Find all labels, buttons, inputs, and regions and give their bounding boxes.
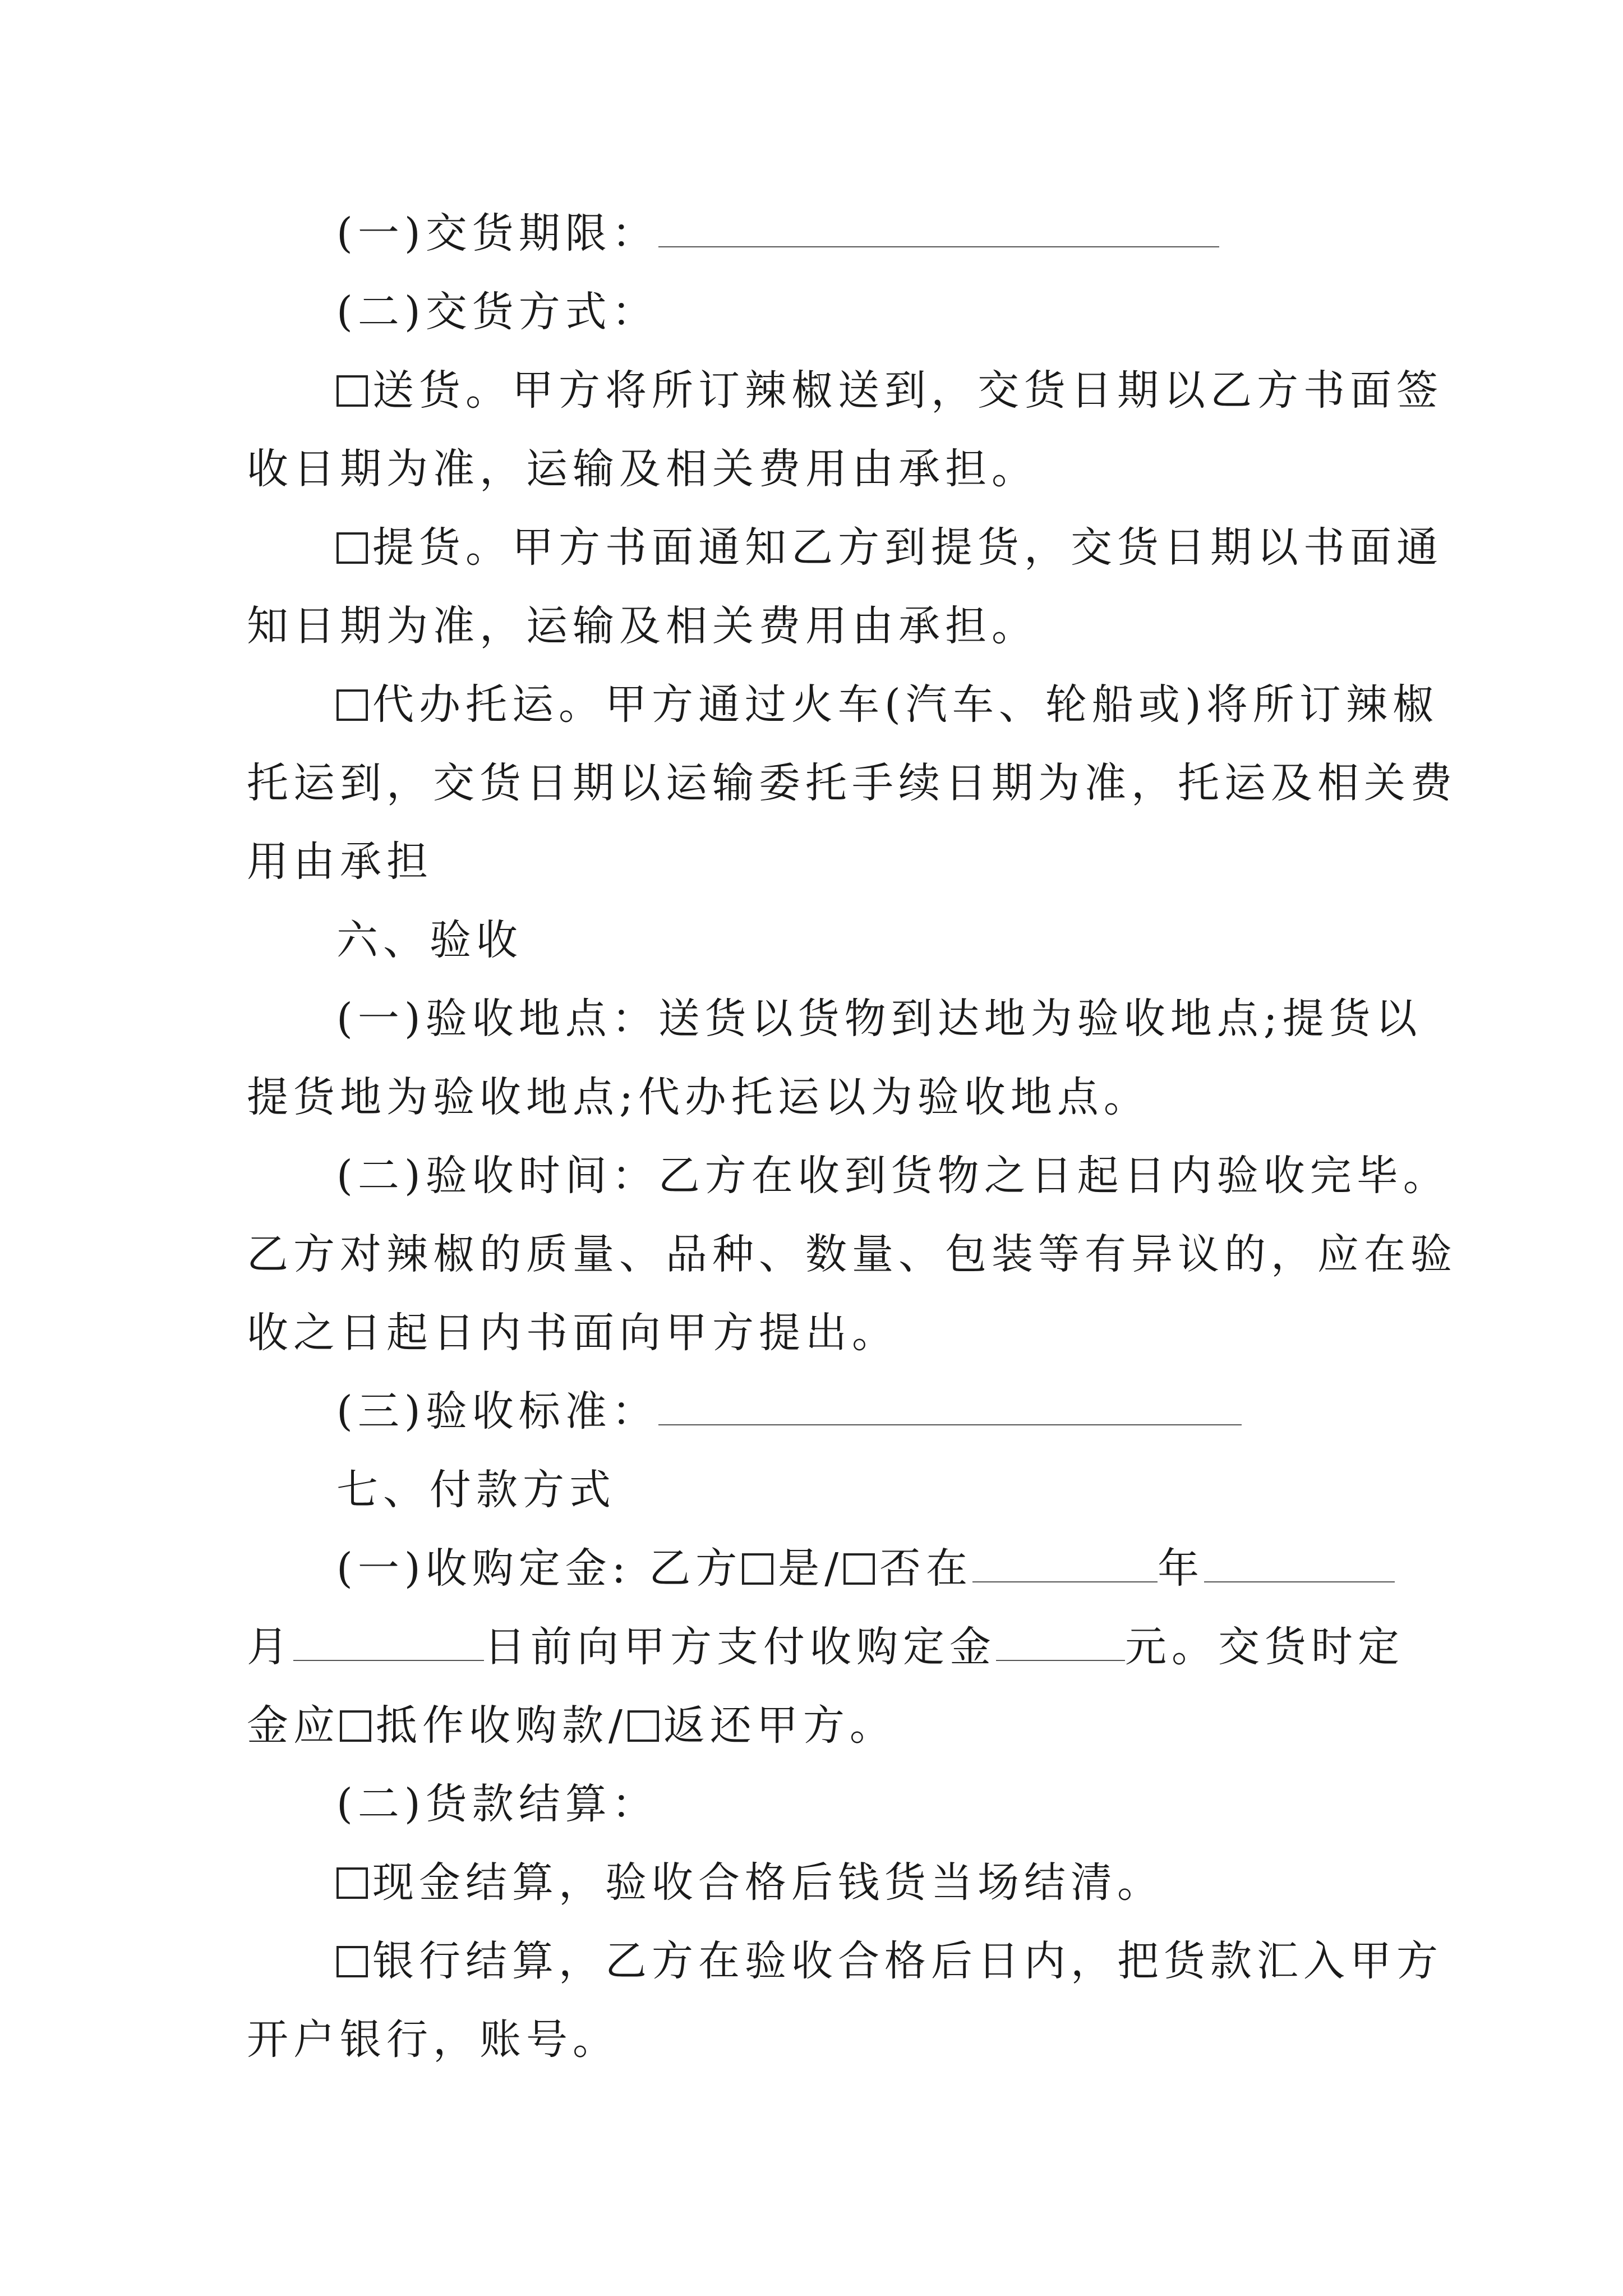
deposit-text-g: 抵作收购款/ [376,1701,628,1750]
option-pickup-text-1: 提货。甲方书面通知乙方到提货，交货日期以书面通 [372,523,1443,572]
accept-standard-blank[interactable] [658,1385,1242,1425]
delivery-period-line [336,205,1219,261]
deposit-text-e: 元。交货时定 [1125,1623,1404,1671]
deposit-year-label: 年 [1158,1544,1205,1593]
deposit-month-blank[interactable] [1204,1542,1395,1582]
deposit-month-label: 月 [247,1623,293,1671]
deposit-offset-checkbox[interactable] [340,1710,371,1742]
bank-settlement-line-1 [336,1933,1443,1989]
delivery-period-blank[interactable] [658,207,1219,247]
bank-settlement-text-1: 银行结算，乙方在验收合格后日内，把货款汇入甲方 [372,1937,1443,1985]
option-send-line-2: 收日期为准，运输及相关费用由承担。 [247,445,1038,493]
bank-checkbox[interactable] [336,1946,368,1977]
accept-standard-label: (三)验收标准： [336,1387,658,1435]
accept-time-line-2: 乙方对辣椒的质量、品种、数量、包装等有异议的，应在验 [247,1230,1457,1278]
ship-checkbox[interactable] [336,689,368,721]
accept-time-line-1: (二)验收时间：乙方在收到货物之日起日内验收完毕。 [336,1152,1450,1200]
option-ship-line-2: 托运到，交货日期以运输委托手续日期为准，托运及相关费 [247,759,1457,807]
bank-settlement-line-2: 开户银行，账号。 [247,2016,619,2064]
accept-place-line-2: 提货地为验收地点;代办托运以为验收地点。 [247,1073,1150,1121]
deposit-text-b: 是/ [778,1544,844,1593]
deposit-return-checkbox[interactable] [628,1710,659,1742]
cash-checkbox[interactable] [336,1867,368,1899]
settlement-label: (二)货款结算： [336,1780,658,1828]
section-7-title: 七、付款方式 [336,1466,616,1514]
option-pickup-line-2: 知日期为准，运输及相关费用由承担。 [247,602,1038,650]
pickup-checkbox[interactable] [336,532,368,564]
deposit-day-blank[interactable] [293,1621,484,1661]
cash-settlement-line [336,1855,1164,1911]
section-6-title: 六、验收 [336,916,523,964]
deposit-no-checkbox[interactable] [843,1553,875,1585]
deposit-line-2 [247,1619,1404,1675]
accept-time-line-3: 收之日起日内书面向甲方提出。 [247,1309,898,1357]
deposit-year-blank[interactable] [972,1542,1158,1582]
option-pickup-line-1 [336,519,1443,576]
send-checkbox[interactable] [336,375,368,407]
accept-standard-line [336,1383,1242,1439]
option-ship-line-1 [336,677,1439,733]
option-ship-line-3: 用由承担 [247,838,433,886]
deposit-text-c: 否在 [879,1544,973,1593]
option-ship-text-1: 代办托运。甲方通过火车(汽车、轮船或)将所订辣椒 [372,680,1439,729]
delivery-period-label: (一)交货期限： [336,209,658,257]
deposit-yes-checkbox[interactable] [742,1553,773,1585]
accept-place-line-1: (一)验收地点：送货以货物到达地为验收地点;提货以 [336,995,1422,1043]
deposit-text-d: 日前向甲方支付收购定金 [484,1623,996,1671]
deposit-line-3 [247,1697,896,1754]
delivery-method-label: (二)交货方式： [336,288,658,336]
deposit-line-1 [336,1540,1395,1596]
deposit-text-f: 金应 [247,1701,340,1750]
deposit-amount-blank[interactable] [996,1621,1125,1661]
option-send-text-1: 送货。甲方将所订辣椒送到，交货日期以乙方书面签 [372,366,1443,415]
deposit-text-a: (一)收购定金: 乙方 [336,1544,743,1593]
option-send-line-1 [336,362,1443,418]
deposit-text-h: 返还甲方。 [663,1701,896,1750]
cash-settlement-text: 现金结算，验收合格后钱货当场结清。 [372,1858,1164,1907]
